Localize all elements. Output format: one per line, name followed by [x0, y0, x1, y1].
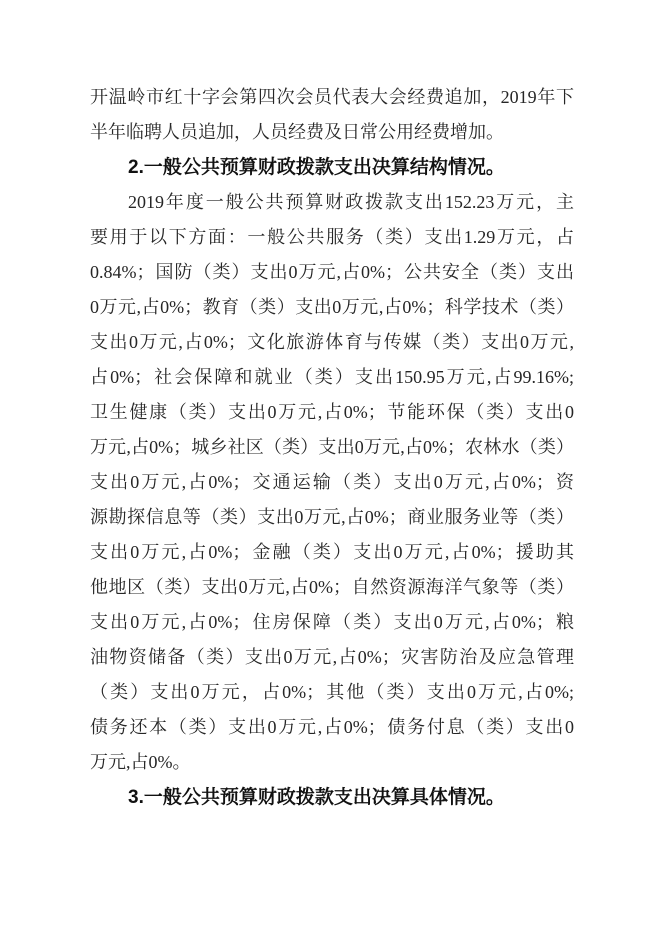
text-line: 卫生健康（类）支出0万元,占0%；节能环保（类）支出0: [90, 402, 574, 422]
text-line: 万元,占0%；城乡社区（类）支出0万元,占0%；农林水（类）: [90, 437, 574, 457]
text-line: 0.84%；国防（类）支出0万元,占0%；公共安全（类）支出: [90, 262, 574, 282]
text-line: 支出0万元,占0%；交通运输（类）支出0万元,占0%；资: [90, 472, 574, 492]
text-line: 他地区（类）支出0万元,占0%；自然资源海洋气象等（类）: [90, 577, 574, 597]
section-heading-3: 3.一般公共预算财政拨款支出决算具体情况。: [128, 787, 505, 808]
text-line: 支出0万元,占0%；文化旅游体育与传媒（类）支出0万元,: [90, 332, 574, 352]
text-line: 占0%；社会保障和就业（类）支出150.95万元,占99.16%;: [90, 367, 574, 387]
text-line: 2019年度一般公共预算财政拨款支出152.23万元，主: [128, 192, 574, 212]
section-heading-2: 2.一般公共预算财政拨款支出决算结构情况。: [128, 157, 505, 178]
text-line: 支出0万元,占0%；金融（类）支出0万元,占0%；援助其: [90, 542, 574, 562]
text-line: 油物资储备（类）支出0万元,占0%；灾害防治及应急管理: [90, 647, 574, 667]
text-line: 源勘探信息等（类）支出0万元,占0%；商业服务业等（类）: [90, 507, 574, 527]
text-line: （类）支出0万元，占0%；其他（类）支出0万元,占0%;: [90, 682, 574, 702]
text-line: 半年临聘人员追加，人员经费及日常公用经费增加。: [90, 122, 504, 142]
text-block: [90, 80, 574, 815]
text-line: 开温岭市红十字会第四次会员代表大会经费追加，2019年下: [90, 87, 574, 107]
text-line: 支出0万元,占0%；住房保障（类）支出0万元,占0%；粮: [90, 612, 574, 632]
text-line: 债务还本（类）支出0万元,占0%；债务付息（类）支出0: [90, 717, 574, 737]
text-line: 要用于以下方面：一般公共服务（类）支出1.29万元，占: [90, 227, 574, 247]
text-line: 0万元,占0%；教育（类）支出0万元,占0%；科学技术（类）: [90, 297, 574, 317]
text-line: 万元,占0%。: [90, 752, 191, 772]
